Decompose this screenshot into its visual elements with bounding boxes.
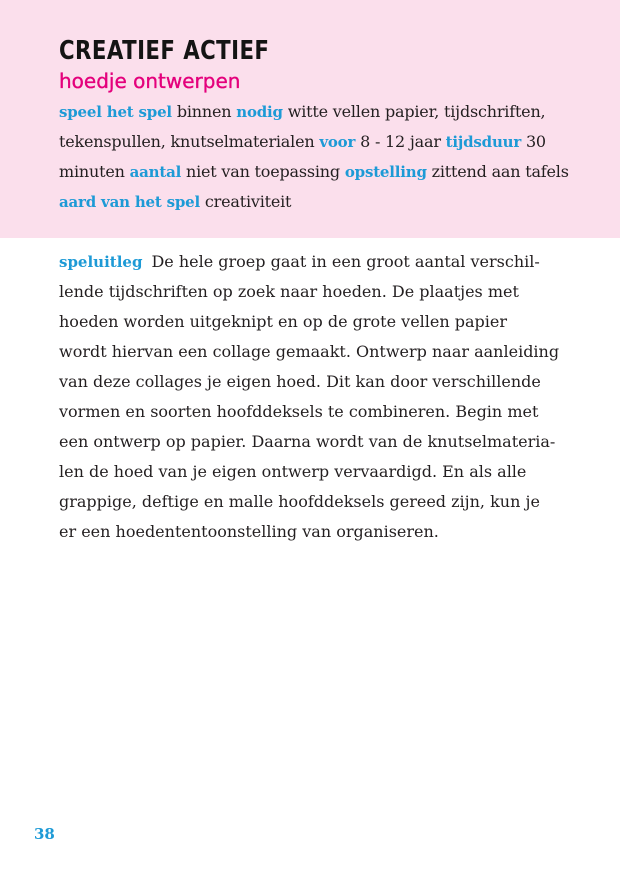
label-aard-van-het-spel: aard van het spel	[59, 193, 200, 211]
instructions-line: vormen en soorten hoofddeksels te combineren. Begin met	[59, 402, 539, 421]
game-details	[59, 97, 569, 217]
details-line	[59, 97, 569, 127]
value-duration-unit: minuten	[59, 162, 125, 181]
instructions-line: lende tijdschriften op zoek naar hoeden. De plaatjes met	[59, 282, 519, 301]
instructions-text: De hele groep gaat in een groot aantal verschil-	[151, 252, 540, 271]
label-tijdsduur: tijdsduur	[445, 133, 522, 151]
instructions	[59, 247, 559, 547]
label-opstelling: opstelling	[344, 163, 427, 181]
page-title: CREATIEF ACTIEF	[59, 36, 270, 66]
label-speel-het-spel: speel het spel	[59, 103, 172, 121]
details-line	[59, 127, 569, 157]
value-setup: zittend aan tafels	[431, 162, 569, 181]
instructions-label: speluitleg	[59, 253, 143, 271]
header-band	[0, 0, 620, 238]
value-age: 8 - 12 jaar	[360, 132, 441, 151]
value-location: binnen	[176, 102, 232, 121]
instructions-line: len de hoed van je eigen ontwerp vervaardigd. En als alle	[59, 462, 527, 481]
value-count: niet van toepassing	[185, 162, 340, 181]
instructions-line	[59, 247, 559, 277]
value-materials-continued: tekenspullen, knutselmaterialen	[59, 132, 315, 151]
instructions-line: er een hoedententoonstelling van organiseren.	[59, 522, 439, 541]
value-materials: witte vellen papier, tijdschriften,	[287, 102, 546, 121]
label-aantal: aantal	[129, 163, 182, 181]
instructions-line: een ontwerp op papier. Daarna wordt van de knutselmateria-	[59, 432, 556, 451]
page-number: 38	[34, 825, 55, 843]
instructions-line: grappige, deftige en malle hoofddeksels gereed zijn, kun je	[59, 492, 540, 511]
label-nodig: nodig	[236, 103, 283, 121]
value-type: creativiteit	[204, 192, 292, 211]
instructions-line: hoeden worden uitgeknipt en op de grote vellen papier	[59, 312, 508, 331]
details-line	[59, 187, 569, 217]
value-duration: 30	[525, 132, 546, 151]
label-voor: voor	[319, 133, 356, 151]
details-line	[59, 157, 569, 187]
instructions-line: wordt hiervan een collage gemaakt. Ontwerp naar aanleiding	[59, 342, 560, 361]
instructions-line: van deze collages je eigen hoed. Dit kan door verschillende	[59, 372, 541, 391]
game-title: hoedje ontwerpen	[59, 69, 241, 93]
